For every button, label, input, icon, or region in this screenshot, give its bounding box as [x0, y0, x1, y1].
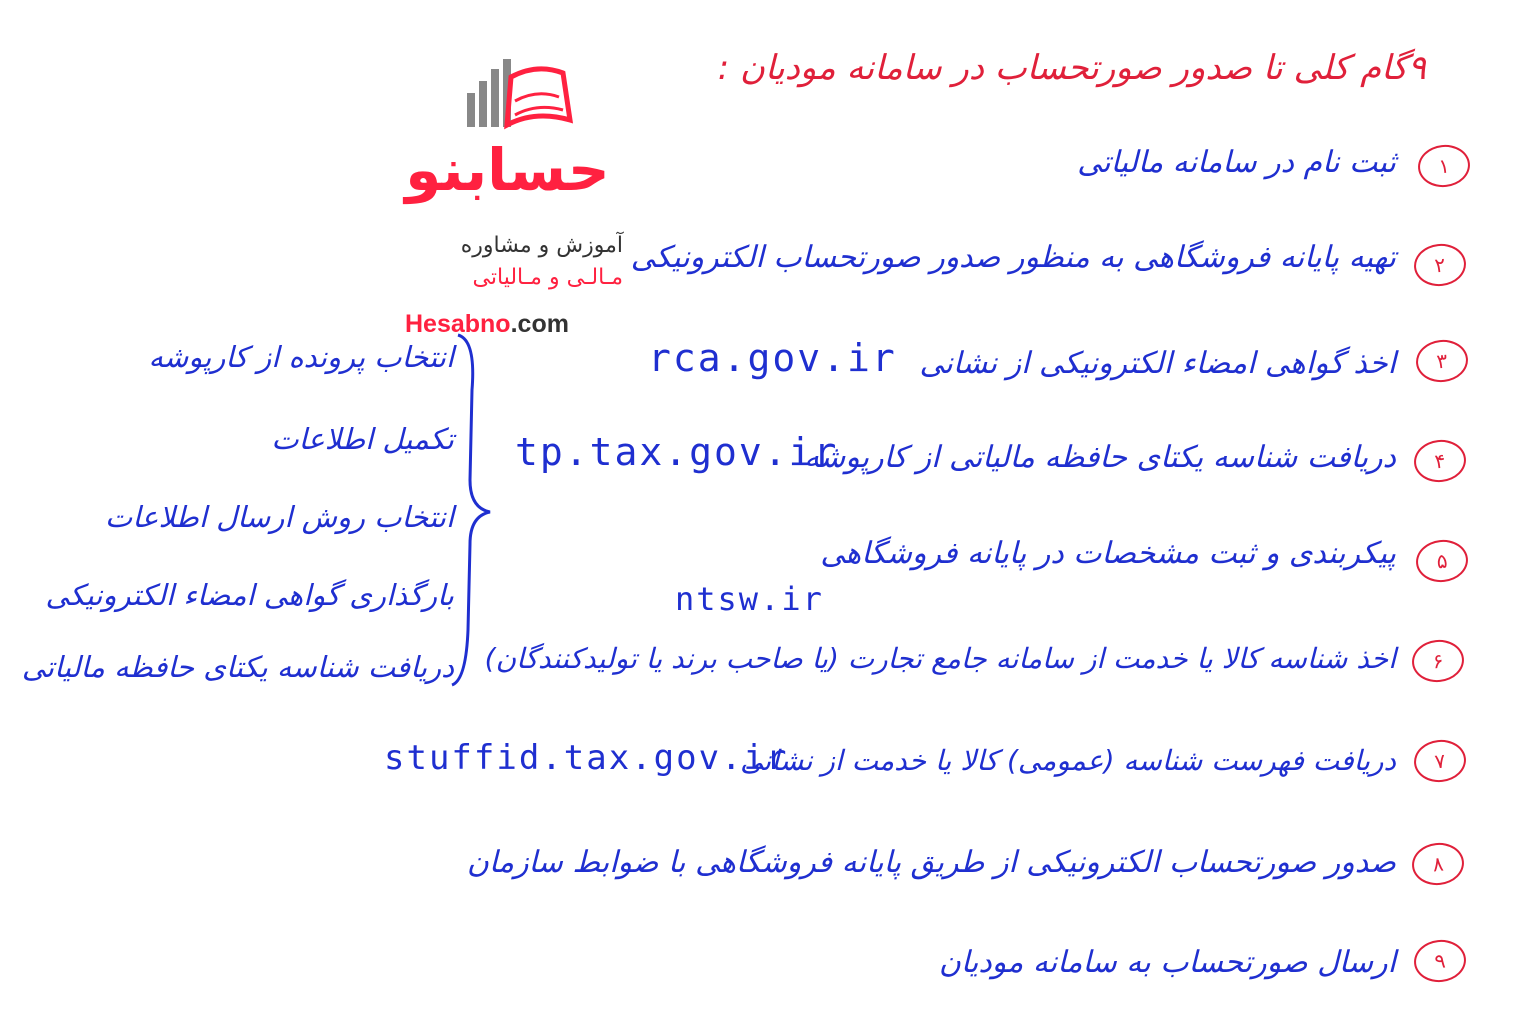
step-8-number: ۸	[1410, 840, 1466, 887]
step-2-number: ۲	[1412, 241, 1468, 288]
page-title: ۹گام کلی تا صدور صورتحساب در سامانه مودیان :	[717, 48, 1426, 88]
book-chart-icon	[445, 55, 575, 135]
logo-subtitle-1: آموزش و مشاوره	[460, 233, 623, 258]
substep-1: انتخاب پرونده از کارپوشه	[148, 340, 454, 374]
step-8-text: صدور صورتحساب الکترونیکی از طریق پایانه فروشگاهی با ضوابط سازمان	[466, 845, 1396, 880]
step-6-number: ۶	[1410, 637, 1466, 684]
step-7-url: stuffid.tax.gov.ir	[384, 738, 789, 778]
substep-3: انتخاب روش ارسال اطلاعات	[105, 500, 454, 534]
step-6-url: ntsw.ir	[675, 580, 824, 618]
step-2-text: تهیه پایانه فروشگاهی به منظور صدور صورتحساب الکترونیکی	[630, 240, 1396, 275]
logo-domain-tld: .com	[510, 310, 569, 338]
step-1-number: ۱	[1416, 142, 1472, 189]
logo-subtitle-2: مـالـی و مـالیاتی	[472, 265, 623, 290]
step-9-number: ۹	[1412, 937, 1468, 984]
logo-brand-text: حسابنو	[405, 136, 610, 204]
step-5-text: پیکربندی و ثبت مشخصات در پایانه فروشگاهی	[820, 536, 1396, 571]
step-5-number: ۵	[1414, 537, 1470, 584]
step-1-text: ثبت نام در سامانه مالیاتی	[1077, 145, 1396, 180]
substep-4: بارگذاری گواهی امضاء الکترونیکی	[45, 578, 454, 612]
step-3-text: اخذ گواهی امضاء الکترونیکی از نشانی	[919, 346, 1396, 381]
step-7-number: ۷	[1412, 737, 1468, 784]
step-6-text: اخذ شناسه کالا یا خدمت از سامانه جامع تجارت (یا صاحب برند یا تولیدکنندگان)	[484, 642, 1396, 675]
substep-5: دریافت شناسه یکتای حافظه مالیاتی	[21, 650, 454, 684]
step-4-url: tp.tax.gov.ir	[515, 430, 839, 474]
step-4-text: دریافت شناسه یکتای حافظه مالیاتی از کارپوشه	[804, 440, 1396, 475]
step-9-text: ارسال صورتحساب به سامانه مودیان	[938, 945, 1396, 980]
brand-logo	[395, 55, 630, 338]
logo-domain-name: Hesabno	[405, 310, 511, 338]
substep-2: تکمیل اطلاعات	[271, 422, 454, 456]
step-3-url: rca.gov.ir	[648, 336, 897, 380]
step-3-number: ۳	[1414, 337, 1470, 384]
step-4-number: ۴	[1412, 437, 1468, 484]
curly-brace	[450, 330, 500, 690]
step-7-text: دریافت فهرست شناسه (عمومی) کالا یا خدمت از نشانی	[740, 744, 1396, 777]
